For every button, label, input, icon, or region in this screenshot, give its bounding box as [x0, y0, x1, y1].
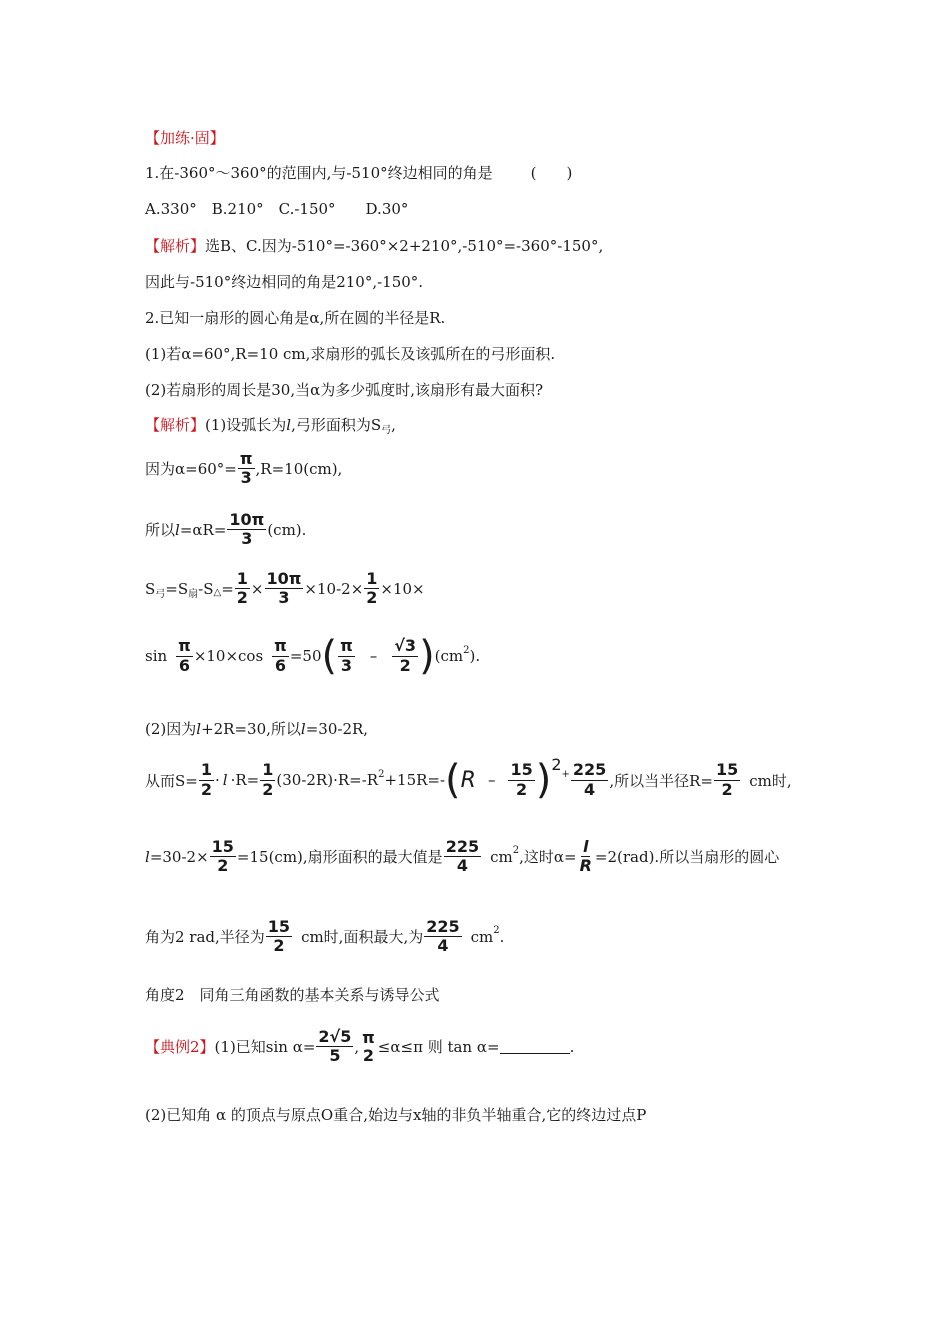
numerator: 15: [715, 760, 739, 780]
denominator: 6: [274, 655, 287, 675]
denominator: 6: [178, 655, 191, 675]
text: -S: [198, 579, 214, 598]
text: 从而S=: [145, 771, 198, 790]
text: 角为2 rad,半径为: [145, 928, 265, 947]
numerator: 225: [426, 917, 460, 936]
paren: ): [419, 633, 435, 679]
text: =30-2×: [149, 847, 209, 866]
numerator: l: [582, 837, 589, 856]
text: sin: [145, 647, 168, 665]
text: (cm).: [267, 520, 307, 539]
text: =15(cm),扇形面积的最大值是: [236, 848, 443, 867]
text: 所以: [145, 521, 176, 540]
text: =: [221, 579, 234, 598]
answer-2-line-4: [145, 570, 425, 608]
fraction-15-over-2: [210, 838, 236, 876]
section-title: 角度2 同角三角函数的基本关系与诱导公式: [145, 986, 440, 1004]
superscript: 2: [463, 644, 470, 656]
superscript: 2: [551, 754, 562, 774]
question-2-part-2: (2)若扇形的周长是30,当α为多少弧度时,该扇形有最大面积?: [145, 381, 544, 399]
numerator: 10π: [266, 569, 302, 588]
text: –: [369, 647, 378, 665]
question-1: [145, 162, 572, 183]
text: =30-2R,: [305, 719, 369, 738]
denominator: 4: [584, 779, 596, 799]
answer-1-text: 选B、C.因为-510°=-360°×2+210°,-510°=-360°-150°,: [205, 237, 604, 255]
fraction-pi-over-3: [338, 637, 355, 675]
fraction-sqrt3-over-2: [392, 637, 418, 675]
denominator: 2: [399, 655, 411, 675]
l-symbol: l: [300, 719, 306, 738]
denominator: 4: [437, 936, 449, 956]
fraction-225-over-4: [424, 918, 461, 956]
subscript: △: [213, 587, 222, 599]
fraction-10pi-over-3: [227, 511, 266, 549]
question-2-part-1: (1)若α=60°,R=10 cm,求扇形的弧长及该弧所在的弓形面积.: [145, 345, 556, 363]
text: (cm: [434, 647, 464, 665]
denominator: 2: [273, 936, 285, 956]
l-symbol: l: [145, 847, 150, 866]
text: ×10-2×: [304, 579, 364, 598]
text: ,这时α=: [519, 848, 577, 867]
fraction-pi-over-2: [360, 1029, 377, 1066]
answer-2-line-6: [145, 718, 368, 739]
answer-1-line-1: [145, 235, 603, 256]
fraction-half: [260, 761, 275, 799]
paren: ): [535, 757, 552, 803]
answer-2-line-8: [145, 838, 779, 876]
fraction-225-over-4: [571, 761, 608, 799]
denominator: 3: [278, 588, 290, 608]
fraction-l-over-r: [578, 838, 594, 876]
fraction-half: [199, 761, 214, 799]
denominator: 2: [721, 779, 733, 799]
paren: (: [445, 757, 461, 803]
denominator: 4: [456, 856, 468, 876]
denominator: 2: [217, 856, 229, 876]
text: +: [561, 768, 570, 780]
r-symbol: R: [460, 767, 476, 793]
numerator: √3: [394, 636, 417, 656]
text: ·R=: [230, 771, 260, 789]
text: =50: [289, 647, 322, 665]
text: +2R=30,所以: [201, 720, 301, 738]
numerator: 1: [200, 760, 212, 780]
denominator: 3: [340, 655, 352, 675]
paren: (: [321, 633, 338, 679]
numerator: π: [274, 636, 287, 656]
analysis-label: 【解析】: [145, 416, 206, 434]
text: ,所以当半径R=: [609, 771, 713, 790]
numerator: 225: [445, 837, 480, 856]
text: cm时,: [749, 771, 792, 790]
text: ×10×cos: [193, 647, 264, 665]
answer-paren: ( ): [530, 164, 573, 182]
superscript: 2: [378, 768, 385, 780]
denominator: 5: [329, 1046, 341, 1066]
answer-2-line-2: [145, 450, 342, 488]
l-symbol: l: [286, 415, 292, 434]
answer-2-line-1: [145, 414, 396, 435]
l-symbol: l: [175, 520, 180, 539]
text: –: [487, 771, 496, 789]
numerator: 10π: [229, 510, 265, 529]
text: =S: [165, 579, 189, 598]
example-label: 【典例2】: [145, 1038, 215, 1057]
numerator: 1: [262, 760, 274, 780]
numerator: 1: [366, 569, 378, 588]
denominator: 3: [240, 468, 252, 488]
numerator: 225: [572, 760, 607, 780]
answer-1-line-2: 因此与-510°终边相同的角是210°,-150°.: [145, 273, 424, 291]
superscript: 2: [512, 845, 520, 857]
text: (1)设弧长为: [205, 416, 287, 434]
text: (2)因为: [145, 720, 197, 738]
denominator: 2: [362, 1045, 375, 1065]
denominator: 2: [236, 588, 248, 608]
numerator: 2√5: [318, 1027, 352, 1046]
question-1-stem: 1.在-360°～360°的范围内,与-510°终边相同的角是: [145, 164, 493, 182]
text: +15R=-: [384, 771, 446, 789]
superscript: 2: [493, 925, 500, 937]
example-2-part-1: [145, 1028, 574, 1066]
text: ·: [215, 771, 220, 789]
fraction-pi-over-3: [238, 450, 255, 488]
text: ,: [391, 415, 396, 434]
analysis-label: 【解析】: [145, 237, 206, 255]
text: S: [145, 579, 156, 598]
fraction-15-over-2: [508, 761, 534, 799]
fraction-pi-over-6: [176, 637, 193, 675]
fraction-half: [235, 570, 250, 608]
denominator: 2: [516, 779, 528, 799]
numerator: 15: [267, 917, 291, 936]
text: ,R=10(cm),: [255, 459, 343, 478]
text: 因为α=60°=: [145, 460, 237, 479]
fraction-pi-over-6: [272, 637, 289, 675]
numerator: π: [178, 636, 191, 656]
numerator: 1: [236, 569, 248, 588]
text: .: [569, 1037, 575, 1056]
text: cm: [490, 847, 513, 866]
fraction-2sqrt5-over-5: [316, 1028, 353, 1066]
text: ,: [354, 1037, 360, 1056]
example-2-part-2: (2)已知角 α 的顶点与原点O重合,始边与x轴的非负半轴重合,它的终边过点P: [145, 1106, 647, 1124]
text: =αR=: [179, 520, 227, 539]
fraction-225-over-4: [444, 838, 481, 876]
denominator: 2: [200, 779, 212, 799]
numerator: 15: [510, 760, 533, 780]
fraction-10pi-over-3: [265, 570, 304, 608]
fraction-15-over-2: [266, 918, 292, 956]
denominator: 2: [262, 779, 274, 799]
question-2-stem: 2.已知一扇形的圆心角是α,所在圆的半径是R.: [145, 309, 446, 327]
answer-2-line-5: [145, 633, 481, 679]
l-symbol: l: [222, 771, 228, 789]
subscript: 弓: [155, 589, 166, 601]
text: cm: [470, 927, 494, 946]
numerator: π: [239, 449, 253, 468]
answer-2-line-3: [145, 511, 306, 549]
fraction-half: [364, 570, 379, 608]
numerator: π: [362, 1027, 375, 1047]
text: (1)已知sin α=: [214, 1038, 316, 1057]
text: cm时,面积最大,为: [301, 928, 424, 947]
l-symbol: l: [196, 719, 202, 738]
numerator: π: [340, 636, 353, 656]
numerator: 15: [211, 837, 234, 856]
text: =2(rad).所以当扇形的圆心: [594, 848, 780, 867]
denominator: 3: [241, 529, 253, 549]
subscript: 扇: [188, 589, 199, 601]
question-1-options: A.330° B.210° C.-150° D.30°: [145, 200, 409, 218]
text: ≤α≤π 则 tan α=: [377, 1038, 500, 1057]
denominator: R: [579, 856, 592, 876]
subscript: 弓: [381, 425, 392, 436]
text: ,弓形面积为S: [291, 416, 382, 434]
text: ×10×: [380, 579, 425, 598]
text: ).: [469, 647, 481, 665]
answer-blank[interactable]: [500, 1039, 570, 1054]
text: (30-2R)·R=-R: [276, 771, 379, 789]
answer-2-line-7: [145, 754, 792, 803]
section-header: 【加练·固】: [145, 129, 225, 147]
fraction-15-over-2: [714, 761, 740, 799]
denominator: 2: [366, 588, 378, 608]
text: ×: [250, 579, 264, 598]
text: .: [499, 927, 505, 946]
answer-2-line-9: [145, 918, 504, 956]
